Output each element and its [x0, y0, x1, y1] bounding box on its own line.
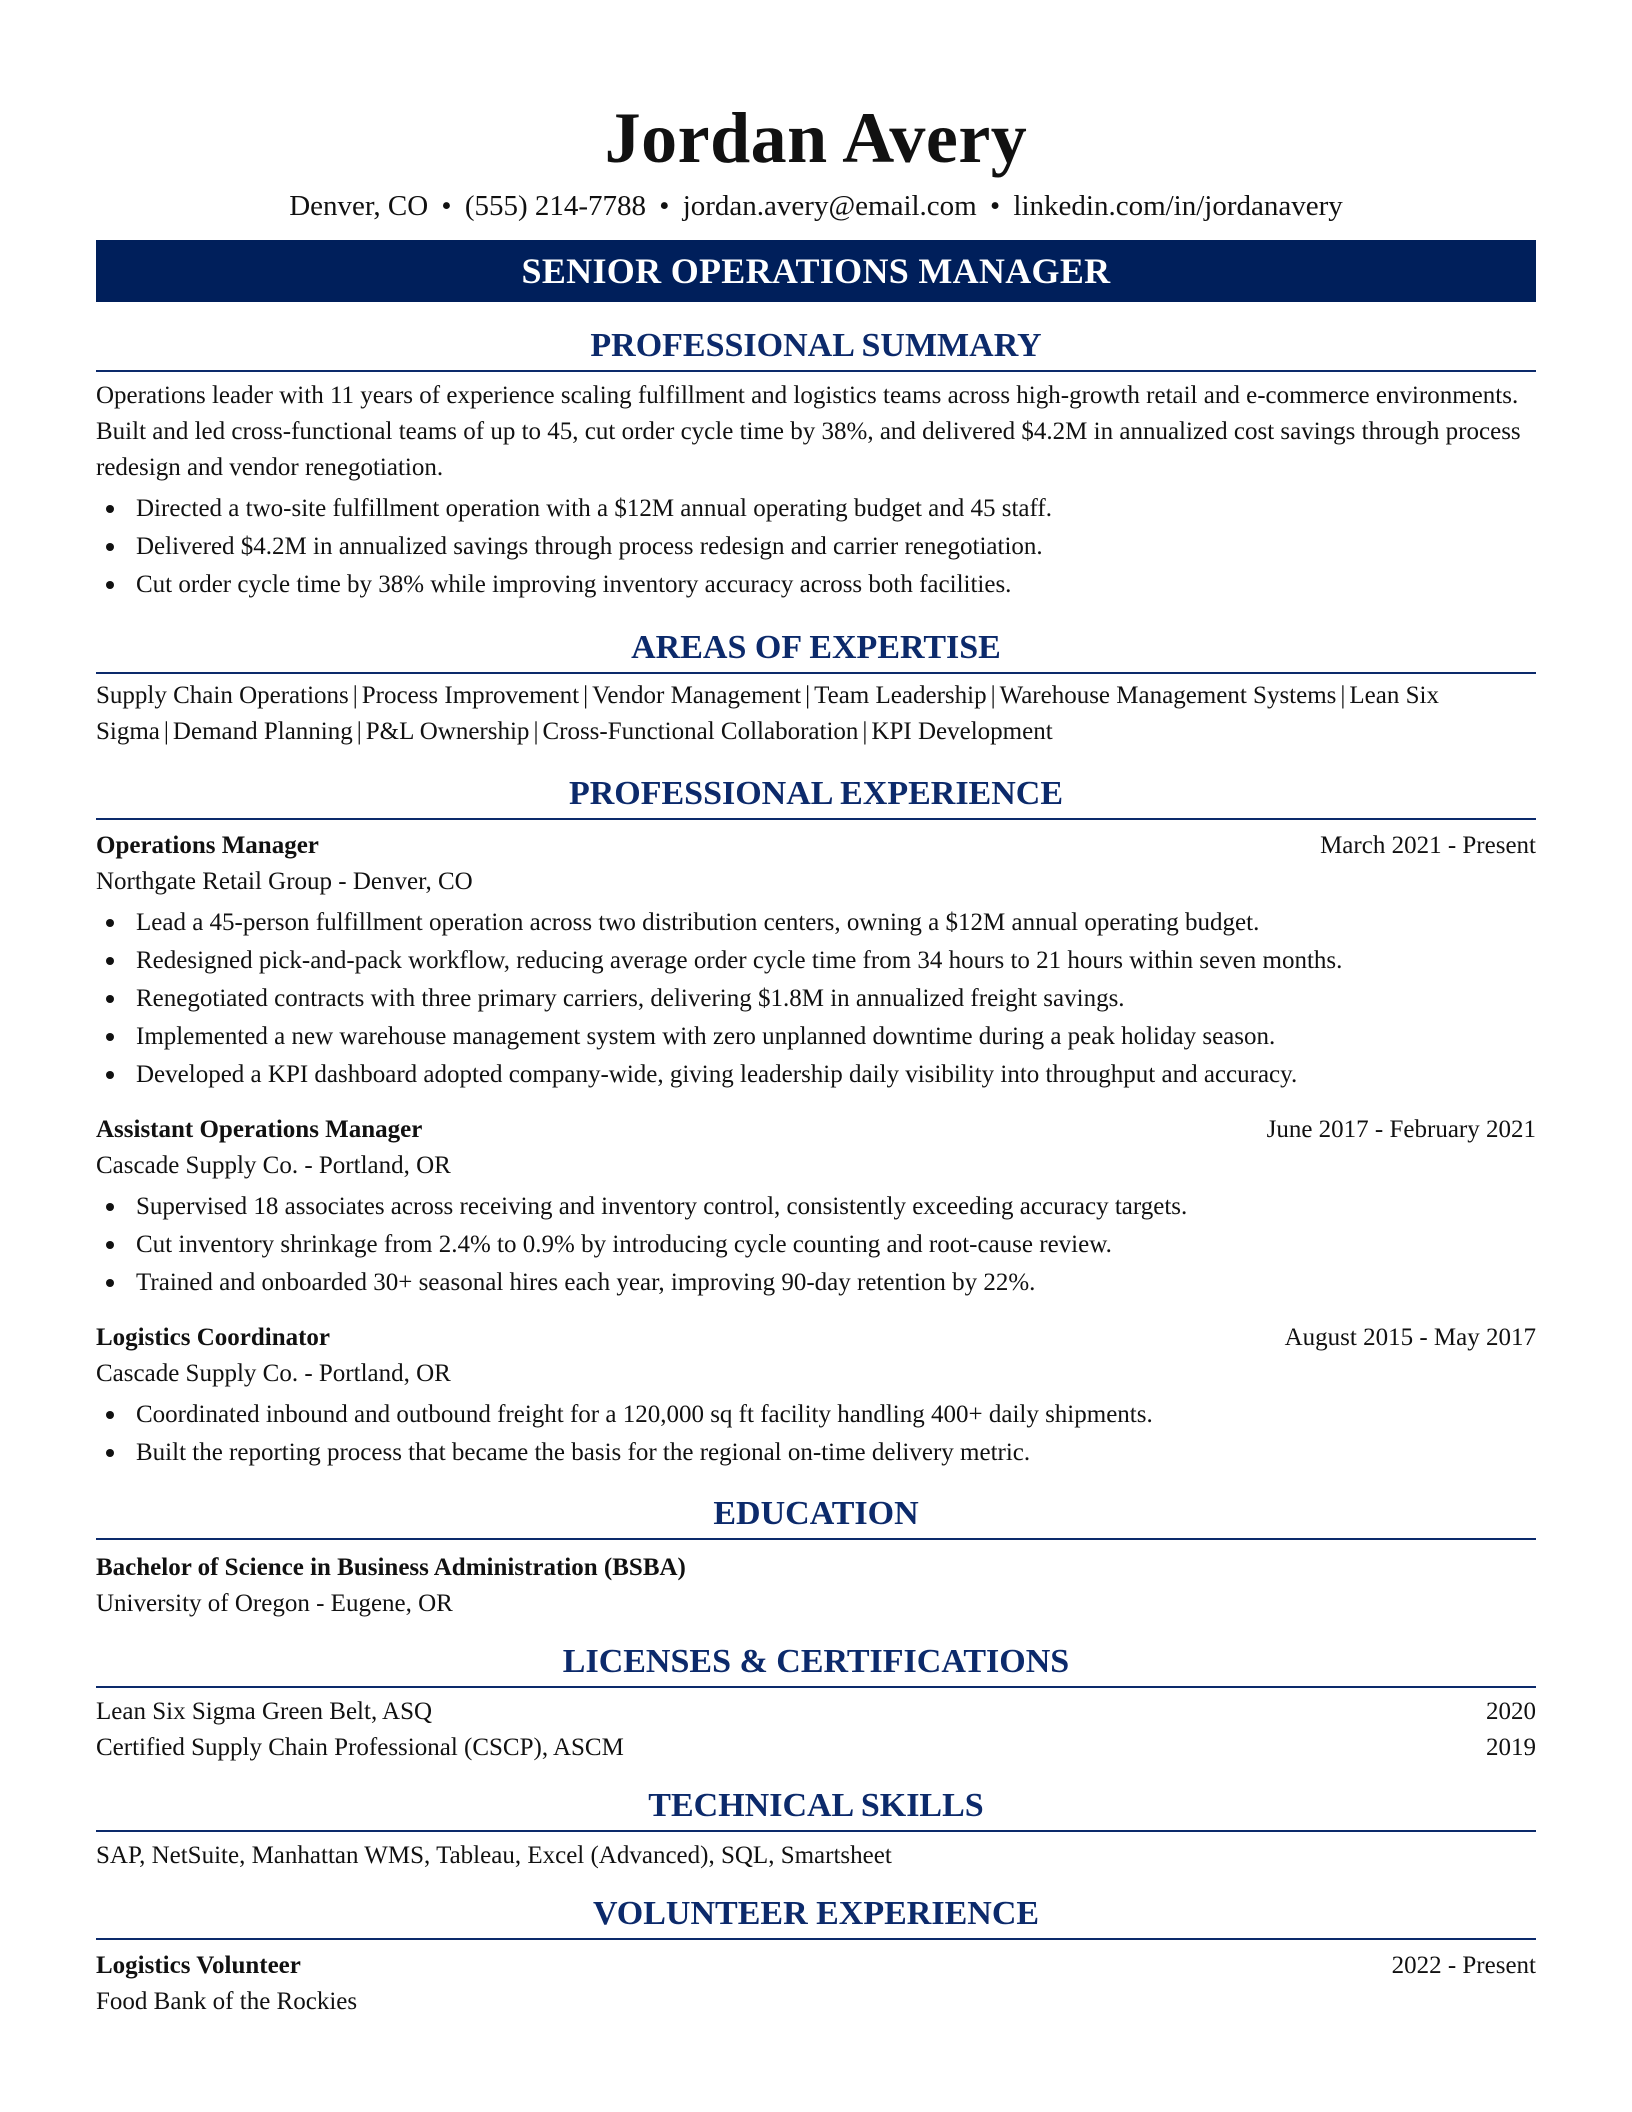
skill-item: KPI Development [871, 718, 1053, 745]
job-entry [96, 1112, 1536, 1302]
section-heading-expertise: AREAS OF EXPERTISE [96, 628, 1536, 674]
skill-item: Warehouse Management Systems [999, 682, 1337, 709]
job-title: Assistant Operations Manager [96, 1116, 423, 1143]
skill-item: Lean Six Sigma [96, 682, 1439, 745]
expertise-list: Supply Chain Operations | Process Improvement | Vendor Management | Team Leadership | Warehouse Management Systems | Lean Six Sigma | Demand Planning | P&L Ownership | Cross-Functional Collaboration | KPI Development [96, 682, 1439, 745]
volunteer-org: Food Bank of the Rockies [96, 1988, 358, 2015]
job-title: Operations Manager [96, 832, 319, 859]
certification-name: Certified Supply Chain Professional (CSCP), ASCM [96, 1734, 624, 1761]
job-header [96, 1112, 1536, 1148]
contact-email[interactable]: jordan.avery@email.com [682, 190, 977, 222]
job-company: Northgate Retail Group - Denver, CO [96, 868, 473, 895]
certification-year: 2020 [1486, 1698, 1536, 1725]
list-item: Cut inventory shrinkage from 2.4% to 0.9% by introducing cycle counting and root-cause review. [96, 1226, 1536, 1264]
section-heading-education: EDUCATION [96, 1494, 1536, 1540]
list-item: Redesigned pick-and-pack workflow, reducing average order cycle time from 34 hours to 21 hours within seven months. [96, 942, 1536, 980]
skill-item: Supply Chain Operations [96, 682, 349, 709]
skill-item: P&L Ownership [365, 718, 530, 745]
job-bullets [96, 1188, 1536, 1302]
section-heading-certifications: LICENSES & CERTIFICATIONS [96, 1642, 1536, 1688]
skill-item: Demand Planning [172, 718, 353, 745]
technical-skills: SAP, NetSuite, Manhattan WMS, Tableau, Excel (Advanced), SQL, Smartsheet [96, 1842, 892, 1869]
skill-item: Process Improvement [361, 682, 580, 709]
certification-name: Lean Six Sigma Green Belt, ASQ [96, 1698, 433, 1725]
job-entry [96, 1320, 1536, 1472]
job-bullets [96, 904, 1536, 1094]
school: University of Oregon - Eugene, OR [96, 1590, 453, 1617]
list-item: Cut order cycle time by 38% while improving inventory accuracy across both facilities. [96, 566, 1536, 604]
separator-dot: • [659, 190, 670, 222]
volunteer-header [96, 1948, 1536, 1984]
job-bullets [96, 1396, 1536, 1472]
degree: Bachelor of Science in Business Administration (BSBA) [96, 1554, 686, 1581]
contact-location: Denver, CO [289, 190, 429, 222]
certification-row [96, 1694, 1536, 1730]
separator-dot: • [441, 190, 452, 222]
skill-item: Vendor Management [592, 682, 802, 709]
job-company: Cascade Supply Co. - Portland, OR [96, 1152, 451, 1179]
candidate-name: Jordan Avery [604, 98, 1028, 178]
job-title: Logistics Coordinator [96, 1324, 331, 1351]
list-item: Directed a two-site fulfillment operation with a $12M annual operating budget and 45 staff. [96, 490, 1536, 528]
separator-dot: • [990, 190, 1001, 222]
resume-page [96, 0, 1536, 2020]
job-dates: June 2017 - February 2021 [1266, 1116, 1536, 1143]
list-item: Built the reporting process that became the basis for the regional on-time delivery metric. [96, 1434, 1536, 1472]
summary-bullets [96, 490, 1536, 604]
volunteer-title: Logistics Volunteer [96, 1952, 301, 1979]
job-entry [96, 828, 1536, 1094]
summary-paragraph: Operations leader with 11 years of experience scaling fulfillment and logistics teams across high-growth retail and e-commerce environments. Built and led cross-functional teams of up to 45, cut order cycle time by 38%, and delivered $4.2M in annualized cost savings through process redesign and vendor renegotiation. [96, 382, 1521, 481]
list-item: Supervised 18 associates across receiving and inventory control, consistently exceeding accuracy targets. [96, 1188, 1536, 1226]
job-title-banner: SENIOR OPERATIONS MANAGER [96, 240, 1536, 302]
list-item: Lead a 45-person fulfillment operation across two distribution centers, owning a $12M annual operating budget. [96, 904, 1536, 942]
list-item: Trained and onboarded 30+ seasonal hires each year, improving 90-day retention by 22%. [96, 1264, 1536, 1302]
contact-phone: (555) 214-7788 [464, 190, 647, 222]
job-header [96, 1320, 1536, 1356]
skill-item: Cross-Functional Collaboration [542, 718, 859, 745]
section-heading-summary: PROFESSIONAL SUMMARY [96, 326, 1536, 372]
section-heading-experience: PROFESSIONAL EXPERIENCE [96, 774, 1536, 820]
section-heading-technical: TECHNICAL SKILLS [96, 1786, 1536, 1832]
list-item: Developed a KPI dashboard adopted company-wide, giving leadership daily visibility into throughput and accuracy. [96, 1056, 1536, 1094]
job-dates: March 2021 - Present [1320, 832, 1536, 859]
list-item: Implemented a new warehouse management system with zero unplanned downtime during a peak holiday season. [96, 1018, 1536, 1056]
list-item: Delivered $4.2M in annualized savings through process redesign and carrier renegotiation. [96, 528, 1536, 566]
skill-item: Team Leadership [814, 682, 987, 709]
job-header [96, 828, 1536, 864]
job-company: Cascade Supply Co. - Portland, OR [96, 1360, 451, 1387]
volunteer-dates: 2022 - Present [1391, 1952, 1536, 1979]
list-item: Renegotiated contracts with three primary carriers, delivering $1.8M in annualized freight savings. [96, 980, 1536, 1018]
job-dates: August 2015 - May 2017 [1284, 1324, 1536, 1351]
certification-row [96, 1730, 1536, 1766]
contact-linkedin[interactable]: linkedin.com/in/jordanavery [1013, 190, 1343, 222]
list-item: Coordinated inbound and outbound freight for a 120,000 sq ft facility handling 400+ daily shipments. [96, 1396, 1536, 1434]
contact-line [96, 188, 1536, 224]
section-heading-volunteer: VOLUNTEER EXPERIENCE [96, 1894, 1536, 1940]
certification-year: 2019 [1486, 1734, 1536, 1761]
